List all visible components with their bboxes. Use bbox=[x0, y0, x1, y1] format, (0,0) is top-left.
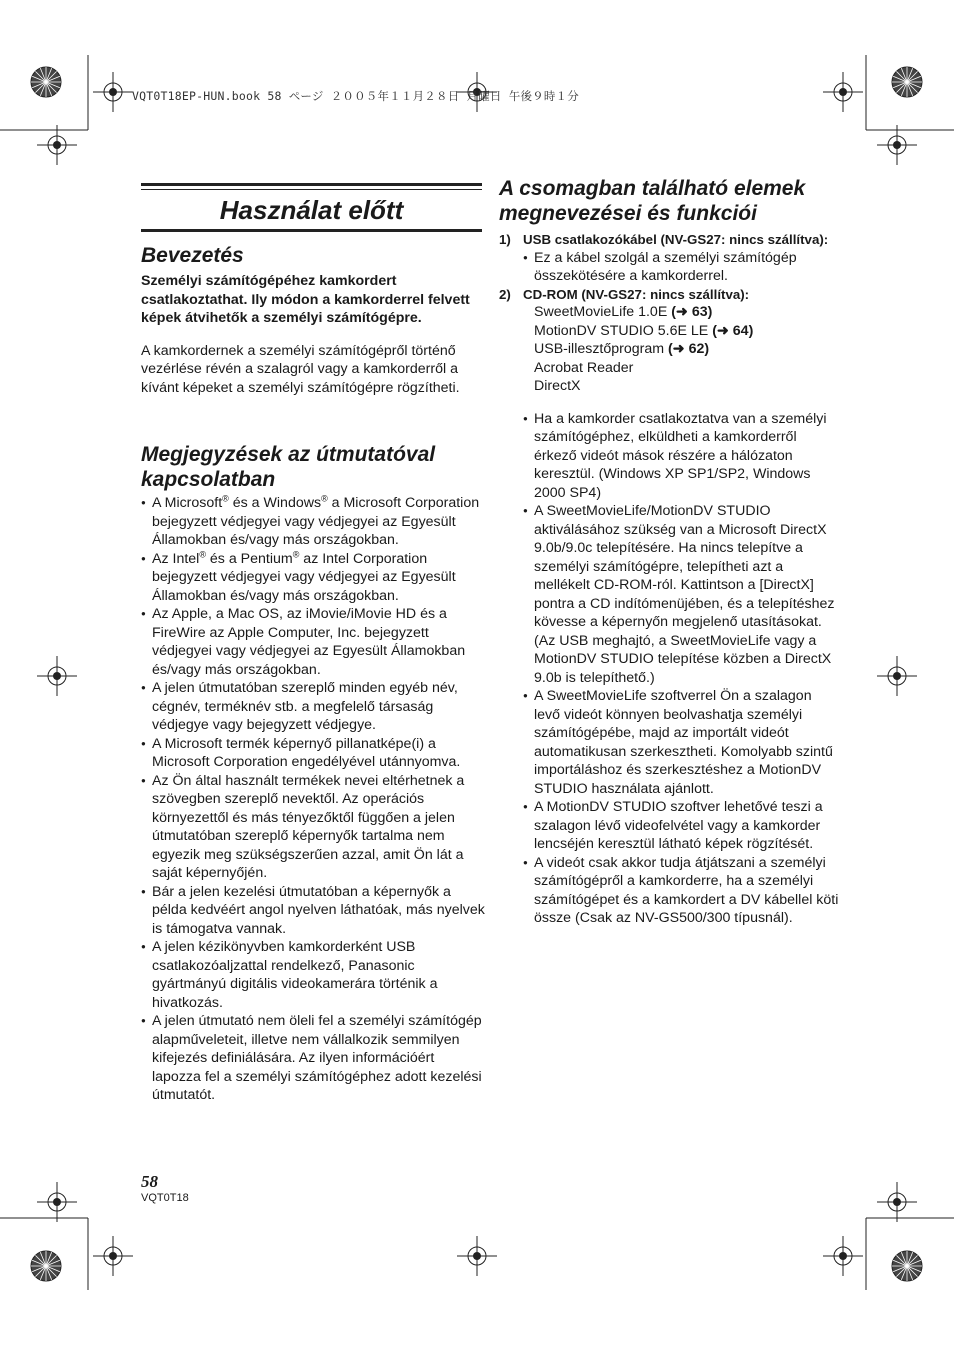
software-item: SweetMovieLife 1.0E (➜ 63) bbox=[534, 304, 713, 320]
software-item: DirectX bbox=[534, 378, 581, 394]
print-header-line: VQT0T18EP-HUN.book 58 ページ ２００５年１１月２８日 月曜日 午後９時１分 bbox=[132, 89, 579, 103]
list-item: ● A MotionDV STUDIO szoftver lehetővé teszi a szalagon lévő videofelvétel vagy a kamkorder lencséjén keresztül látható képek rögzítését. bbox=[523, 798, 841, 854]
list-item: ● Az Apple, a Mac OS, az iMovie/iMovie HD és a FireWire az Apple Computer, Inc. bejegyzett védjegyei vagy védjegyei az Egyesült Államokban és/vagy más országokban. bbox=[141, 605, 486, 679]
software-item: Acrobat Reader bbox=[534, 359, 634, 376]
numbered-item-1-notes bbox=[523, 249, 841, 286]
notes-heading: Megjegyzések az útmutatóval kapcsolatban bbox=[141, 443, 436, 491]
notes-list bbox=[141, 494, 486, 1105]
list-item: ● A videót csak akkor tudja átjátszani a személyi számítógépről a kamkorderre, ha a személyi számítógépet és a kamkordert a DV kábellel köti össze (Csak az NV-GS500/300 típusnál). bbox=[523, 854, 841, 928]
registered-mark: ® bbox=[321, 493, 328, 504]
list-item: ● Az Ön által használt termékek nevei eltérhetnek a szövegben szereplő nevektől. Az operációs környezettől és más tényezőktől függően a jelen útmutatóban szereplő képernyők tartalma nem egyezik meg szükségszerűen azzal, amit Ön lát a saját képernyőjén. bbox=[141, 772, 486, 883]
software-list bbox=[499, 303, 841, 396]
list-item: ● Ha a kamkorder csatlakoztatva van a személyi számítógéphez, elküldheti a kamkorderről érkező videót mások részére a hálózaton keresztül. (Windows XP SP1/SP2, Windows 2000 SP4) bbox=[523, 410, 841, 503]
list-item: ● Az Intel® és a Pentium® az Intel Corporation bejegyzett védjegyei vagy védjegyei az Egyesült Államokban és/vagy más országokban. bbox=[141, 550, 486, 606]
title-rule-bottom bbox=[141, 229, 482, 232]
left-column bbox=[141, 243, 486, 1105]
list-item: ● Bár a jelen kezelési útmutatóban a képernyők a példa kedvéért angol nyelven láthatóak, más nyelvek is támogatva vannak. bbox=[141, 883, 486, 939]
registered-mark: ® bbox=[222, 493, 229, 504]
list-item: ● A SweetMovieLife szoftverrel Ön a szalagon levő videót könnyen beolvashatja személyi számítógépébe, majd az importált videót automatikusan szerkesztheti. Komolyabb szintű importáláshoz és szerkesztéshez a MotionDV STUDIO használata ajánlott. bbox=[523, 687, 841, 798]
package-heading: A csomagban található elemek megnevezései és funkciói bbox=[499, 177, 806, 225]
arrow-right-icon: ➜ bbox=[672, 341, 685, 357]
arrow-right-icon: ➜ bbox=[675, 304, 688, 320]
list-item: ● A jelen kézikönyvben kamkorderként USB csatlakozóaljzattal rendelkező, Panasonic gyártmányú digitális videokamerára történik a hivatkozás. bbox=[141, 938, 486, 1012]
document-code: VQT0T18 bbox=[141, 1192, 189, 1204]
list-item: ● Ez a kábel szolgál a személyi számítógép összekötésére a kamkorderrel. bbox=[523, 249, 841, 286]
software-item: MotionDV STUDIO 5.6E LE (➜ 64) bbox=[534, 322, 754, 339]
software-item: USB-illesztőprogram (➜ 62) bbox=[534, 341, 710, 357]
title-rule-top bbox=[141, 183, 482, 186]
numbered-item-2: 2) CD-ROM (NV-GS27: nincs szállítva): bbox=[499, 286, 750, 302]
list-item: ● A Microsoft termék képernyő pillanatképe(i) a Microsoft Corporation engedélyével utánnyomva. bbox=[141, 735, 486, 772]
list-item: ● A jelen útmutatóban szereplő minden egyéb név, cégnév, terméknév stb. a megfelelő társaság védjegye vagy bejegyzett védjegye. bbox=[141, 679, 486, 735]
registered-mark: ® bbox=[199, 548, 206, 559]
list-item: ● A jelen útmutató nem öleli fel a személyi számítógép alapműveleteit, illetve nem vállalkozik semmilyen kifejezés definiálására. Az ilyen információért lapozza fel a személyi számítógéphez adott kezelési útmutatót. bbox=[141, 1012, 486, 1105]
page-number: 58 bbox=[141, 1172, 158, 1191]
right-column bbox=[499, 176, 841, 928]
page-title: Használat előtt bbox=[219, 195, 404, 225]
list-item: ● A SweetMovieLife/MotionDV STUDIO aktiválásához szükség van a Microsoft DirectX 9.0b/9.0c telepítésére. Ha nincs telepítve a személyi számítógépre, telepítheti azt a mellékelt CD-ROM-ról. Kattintson a [DirectX] pontra a CD indítómenüjében, és a telepítéshez kövesse a képernyőn megjelenő utasításokat. (Az USB meghajtó, a SweetMovieLife vagy a MotionDV STUDIO telepítése közben a DirectX 9.0b is telepíthető.) bbox=[523, 502, 841, 687]
intro-body: A kamkordernek a személyi számítógépről történő vezérlése révén a szalagról vagy a kamkorderről a kívánt képeket a személyi számítógépre rögzítheti. bbox=[141, 342, 460, 396]
package-notes-list bbox=[523, 410, 841, 928]
intro-heading: Bevezetés bbox=[141, 244, 244, 267]
arrow-right-icon: ➜ bbox=[716, 322, 729, 339]
intro-bold-text: Személyi számítógépéhez kamkordert csatlakoztathat. Ily módon a kamkorderrel felvett képek átvihetők a személyi számítógépre. bbox=[141, 273, 470, 326]
registered-mark: ® bbox=[292, 548, 300, 559]
list-item: ● A Microsoft® és a Windows® a Microsoft Corporation bejegyzett védjegyei vagy védjegyei az Egyesült Államokban és/vagy más országokban. bbox=[141, 494, 486, 550]
title-rule-top-thin bbox=[141, 189, 482, 190]
numbered-item-1: 1) USB csatlakozókábel (NV-GS27: nincs szállítva): bbox=[499, 232, 829, 247]
